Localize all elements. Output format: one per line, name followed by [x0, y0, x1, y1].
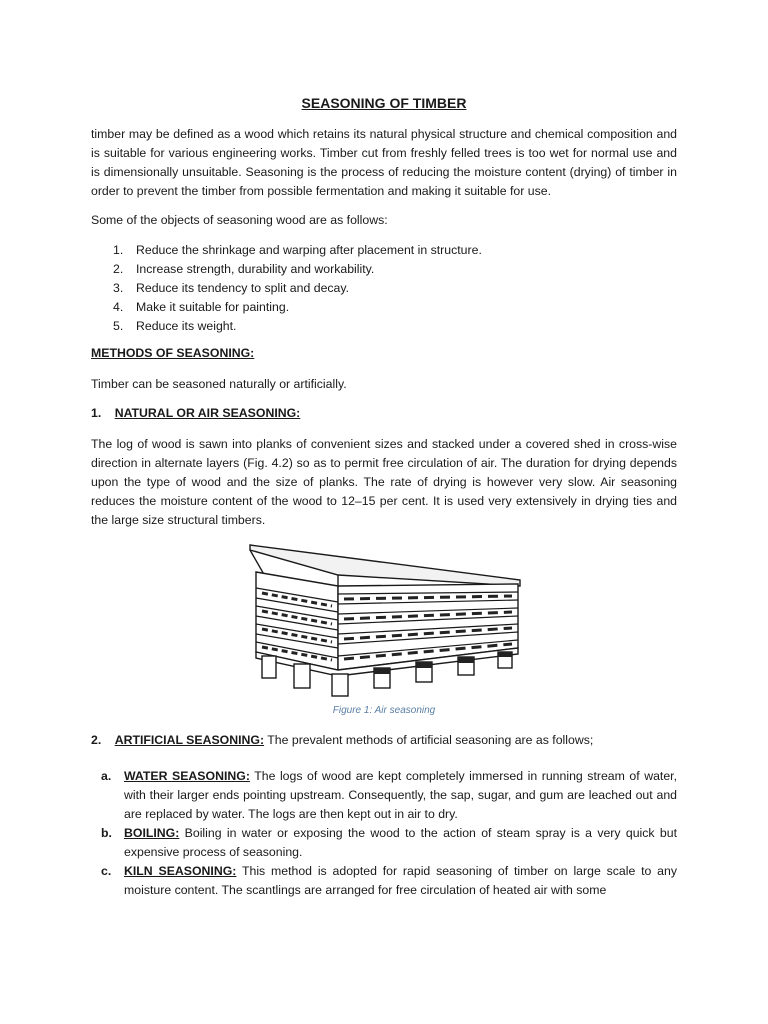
list-label: c. [101, 864, 112, 878]
method-term: WATER SEASONING: [124, 769, 250, 783]
method-term: KILN SEASONING: [124, 864, 237, 878]
list-number: 2. [113, 262, 124, 276]
list-text: Increase strength, durability and workability. [136, 262, 375, 276]
section-title: NATURAL OR AIR SEASONING: [114, 406, 301, 420]
list-number: 3. [113, 281, 124, 295]
list-text: Make it suitable for painting. [136, 300, 290, 314]
list-item [91, 279, 482, 298]
method-text: This method is adopted for rapid seasoning of timber on large scale to any moisture content. The scantlings are arranged for free circulation of heated air with some [124, 864, 677, 897]
method-text: The logs of wood are kept completely immersed in running stream of water, with their larger ends pointing upstream. Consequently, the sap, sugar, and gum are leached out and are replaced by water. The logs are then kept out in air to dry. [124, 769, 678, 821]
method-text: Boiling in water or exposing the wood to the action of steam spray is a very quick but expensive process of seasoning. [124, 826, 677, 859]
list-label: b. [101, 826, 112, 840]
objects-intro: Some of the objects of seasoning wood are as follows: [91, 213, 388, 227]
artificial-heading [91, 731, 593, 750]
list-text: Reduce its weight. [136, 319, 237, 333]
methods-heading: METHODS OF SEASONING: [91, 346, 255, 360]
list-number: 5. [113, 319, 124, 333]
list-item [91, 260, 482, 279]
list-number: 4. [113, 300, 124, 314]
objects-list [91, 241, 482, 336]
list-item [91, 862, 677, 900]
natural-paragraph: The log of wood is sawn into planks of convenient sizes and stacked under a covered shed in cross-wise direction in alternate layers (Fig. 4.2) so as to permit free circulation of air. The duration for drying depends upon the type of wood and the size of planks. The rate of drying is however very slow. Air seasoning reduces the moisture content of the wood to 12–15 per cent. It is used very extensively in drying ties and the large size structural timbers. [91, 437, 677, 527]
list-item [91, 767, 677, 824]
artificial-methods-list [91, 767, 677, 900]
list-label: a. [101, 769, 112, 783]
list-item [91, 298, 482, 317]
section-title: ARTIFICIAL SEASONING: [114, 733, 265, 747]
section-number: 2. [91, 733, 102, 747]
list-item [91, 241, 482, 260]
list-text: Reduce its tendency to split and decay. [136, 281, 350, 295]
methods-intro: Timber can be seasoned naturally or artificially. [91, 377, 347, 391]
air-seasoning-figure [248, 540, 524, 700]
section-number: 1. [91, 406, 102, 420]
natural-heading [91, 406, 300, 420]
list-number: 1. [113, 243, 124, 257]
list-item [91, 317, 482, 336]
intro-paragraph: timber may be defined as a wood which retains its natural physical structure and chemical composition and is suitable for various engineering works. Timber cut from freshly felled trees is too wet for normal use and is dimensionally unsuitable. Seasoning is the process of reducing the moisture content (drying) of timber in order to prevent the timber from possible fermentation and making it suitable for use. [91, 127, 677, 198]
list-item [91, 824, 677, 862]
list-text: Reduce the shrinkage and warping after placement in structure. [136, 243, 482, 257]
figure-caption: Figure 1: Air seasoning [332, 705, 436, 716]
section-intro: The prevalent methods of artificial seasoning are as follows; [264, 733, 594, 747]
method-term: BOILING: [124, 826, 180, 840]
page-title: SEASONING OF TIMBER [301, 95, 467, 111]
